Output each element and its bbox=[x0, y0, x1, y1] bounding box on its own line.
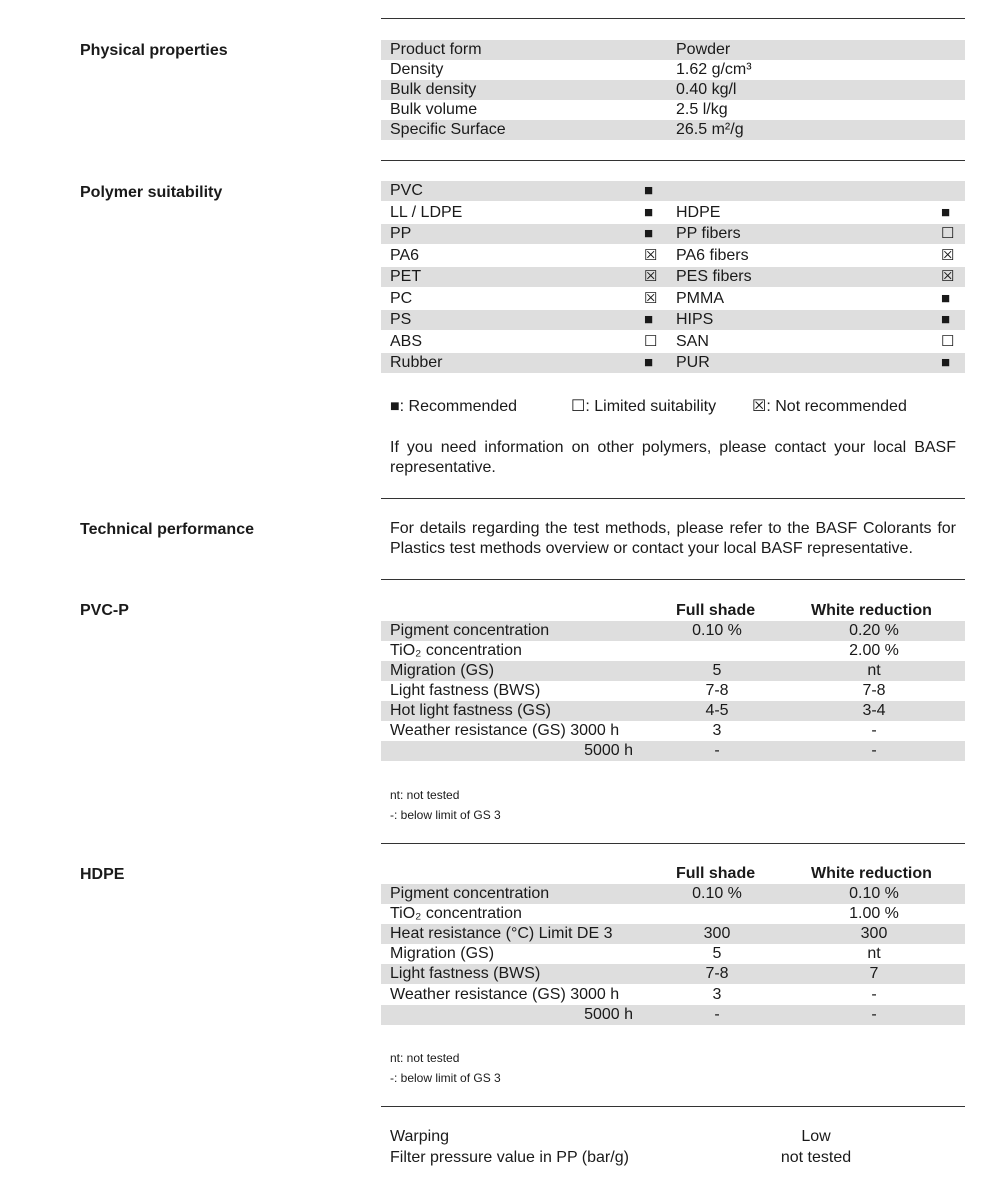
table-row bbox=[381, 741, 965, 761]
table-row bbox=[381, 944, 965, 964]
section-divider bbox=[381, 498, 965, 499]
extra-label: Warping bbox=[390, 1128, 449, 1145]
table-row bbox=[381, 641, 965, 661]
full-shade-value: - bbox=[714, 1006, 720, 1023]
polymer-name: PA6 bbox=[390, 247, 420, 264]
white-reduction-value: 3-4 bbox=[862, 702, 886, 719]
polymer-row bbox=[381, 224, 965, 244]
row-label: Weather resistance (GS) 3000 h bbox=[390, 722, 620, 739]
suitability-symbol: ☐ bbox=[644, 333, 658, 350]
polymer-name: HDPE bbox=[676, 204, 721, 221]
row-label: Hot light fastness (GS) bbox=[390, 702, 551, 719]
col-full-shade: Full shade bbox=[676, 865, 756, 882]
table-row bbox=[381, 1005, 965, 1025]
polymer-name: PA6 fibers bbox=[676, 247, 749, 264]
suitability-symbol: ☐ bbox=[941, 225, 955, 242]
suitability-symbol: ☒ bbox=[644, 247, 658, 264]
suitability-symbol: ■ bbox=[644, 225, 654, 242]
footnote-gs3: -: below limit of GS 3 bbox=[390, 808, 501, 822]
polymer-note: If you need information on other polymers, please contact your local BASF representative. bbox=[390, 439, 956, 476]
polymer-row bbox=[381, 353, 965, 373]
white-reduction-value: - bbox=[871, 722, 877, 739]
suitability-symbol: ☐ bbox=[941, 333, 955, 350]
row-label: TiO₂ concentration bbox=[390, 642, 522, 659]
row-label: 5000 h bbox=[584, 1006, 633, 1023]
pvcp-table-header bbox=[381, 601, 965, 621]
white-reduction-value: 2.00 % bbox=[849, 642, 899, 659]
table-row bbox=[381, 904, 965, 924]
row-label: Migration (GS) bbox=[390, 662, 495, 679]
suitability-symbol: ☒ bbox=[644, 268, 658, 285]
polymer-row bbox=[381, 246, 965, 266]
polymer-name: PES fibers bbox=[676, 268, 752, 285]
footnote-gs3: -: below limit of GS 3 bbox=[390, 1071, 501, 1085]
polymer-name: PVC bbox=[390, 182, 423, 199]
suitability-symbol: ■ bbox=[644, 311, 654, 328]
table-row bbox=[381, 701, 965, 721]
footnote-nt: nt: not tested bbox=[390, 788, 460, 802]
property-label: Bulk volume bbox=[390, 101, 478, 118]
suitability-symbol: ■ bbox=[644, 354, 654, 371]
property-value: 1.62 g/cm³ bbox=[676, 61, 752, 78]
white-reduction-value: nt bbox=[867, 945, 881, 962]
physical-row bbox=[381, 80, 965, 100]
row-label: Light fastness (BWS) bbox=[390, 965, 541, 982]
property-label: Specific Surface bbox=[390, 121, 506, 138]
physical-row bbox=[381, 120, 965, 140]
polymer-name: PMMA bbox=[676, 290, 724, 307]
full-shade-value: 0.10 % bbox=[692, 885, 742, 902]
row-label: Heat resistance (°C) Limit DE 3 bbox=[390, 925, 613, 942]
suitability-symbol: ■ bbox=[941, 204, 951, 221]
polymer-name: Rubber bbox=[390, 354, 443, 371]
table-row bbox=[381, 884, 965, 904]
white-reduction-value: - bbox=[871, 1006, 877, 1023]
legend-recommended: ■: Recommended bbox=[390, 398, 518, 415]
property-value: Powder bbox=[676, 41, 731, 58]
polymer-name: PC bbox=[390, 290, 413, 307]
suitability-symbol: ■ bbox=[941, 311, 951, 328]
white-reduction-value: 300 bbox=[860, 925, 888, 942]
property-value: 0.40 kg/l bbox=[676, 81, 737, 98]
suitability-symbol: ☒ bbox=[941, 268, 955, 285]
full-shade-value: 300 bbox=[703, 925, 731, 942]
footnote-nt: nt: not tested bbox=[390, 1051, 460, 1065]
polymer-name: PUR bbox=[676, 354, 710, 371]
table-row bbox=[381, 964, 965, 984]
suitability-legend bbox=[390, 397, 956, 417]
full-shade-value: 7-8 bbox=[705, 965, 729, 982]
extra-label: Filter pressure value in PP (bar/g) bbox=[390, 1149, 629, 1166]
row-label: Pigment concentration bbox=[390, 622, 550, 639]
table-row bbox=[381, 661, 965, 681]
row-label: Migration (GS) bbox=[390, 945, 495, 962]
polymer-name: SAN bbox=[676, 333, 709, 350]
white-reduction-value: - bbox=[871, 742, 877, 759]
suitability-symbol: ■ bbox=[644, 204, 654, 221]
table-row bbox=[381, 985, 965, 1005]
section-divider bbox=[381, 160, 965, 161]
polymer-name: PS bbox=[390, 311, 412, 328]
row-label: Weather resistance (GS) 3000 h bbox=[390, 986, 620, 1003]
extra-row bbox=[381, 1148, 965, 1168]
white-reduction-value: 0.20 % bbox=[849, 622, 899, 639]
table-row bbox=[381, 924, 965, 944]
polymer-row bbox=[381, 332, 965, 352]
property-label: Bulk density bbox=[390, 81, 477, 98]
hdpe-table-header bbox=[381, 864, 965, 884]
full-shade-value: - bbox=[714, 742, 720, 759]
full-shade-value: 3 bbox=[712, 722, 722, 739]
suitability-symbol: ■ bbox=[941, 290, 951, 307]
property-label: Product form bbox=[390, 41, 482, 58]
white-reduction-value: 0.10 % bbox=[849, 885, 899, 902]
full-shade-value: 3 bbox=[712, 986, 722, 1003]
section-divider bbox=[381, 1106, 965, 1107]
legend-not-recommended: ☒: Not recommended bbox=[752, 398, 907, 415]
white-reduction-value: - bbox=[871, 986, 877, 1003]
polymer-name: ABS bbox=[390, 333, 423, 350]
property-value: 26.5 m²/g bbox=[676, 121, 744, 138]
property-label: Density bbox=[390, 61, 444, 78]
polymer-row bbox=[381, 289, 965, 309]
extra-value: not tested bbox=[780, 1149, 852, 1166]
polymer-name: PP bbox=[390, 225, 412, 242]
physical-row bbox=[381, 40, 965, 60]
white-reduction-value: nt bbox=[867, 662, 881, 679]
polymer-name: PP fibers bbox=[676, 225, 741, 242]
polymer-row bbox=[381, 310, 965, 330]
technical-text: For details regarding the test methods, please refer to the BASF Colorants for Plastics test methods overview or contact your local BASF representative. bbox=[390, 520, 956, 557]
section-divider bbox=[381, 579, 965, 580]
row-label: TiO₂ concentration bbox=[390, 905, 522, 922]
white-reduction-value: 7 bbox=[869, 965, 879, 982]
polymer-name: LL / LDPE bbox=[390, 204, 463, 221]
full-shade-value: 5 bbox=[712, 662, 722, 679]
col-white-reduction: White reduction bbox=[811, 602, 932, 619]
table-row bbox=[381, 681, 965, 701]
full-shade-value: 4-5 bbox=[705, 702, 729, 719]
white-reduction-value: 1.00 % bbox=[849, 905, 899, 922]
legend-limited: ☐: Limited suitability bbox=[571, 398, 717, 415]
table-row bbox=[381, 621, 965, 641]
table-row bbox=[381, 721, 965, 741]
physical-row bbox=[381, 60, 965, 80]
suitability-symbol: ■ bbox=[644, 182, 654, 199]
polymer-name: PET bbox=[390, 268, 422, 285]
white-reduction-value: 7-8 bbox=[862, 682, 886, 699]
polymer-name: HIPS bbox=[676, 311, 714, 328]
row-label: Light fastness (BWS) bbox=[390, 682, 541, 699]
row-label: 5000 h bbox=[584, 742, 633, 759]
row-label: Pigment concentration bbox=[390, 885, 550, 902]
polymer-row bbox=[381, 181, 965, 201]
polymer-row bbox=[381, 267, 965, 287]
full-shade-value: 7-8 bbox=[705, 682, 729, 699]
suitability-symbol: ■ bbox=[941, 354, 951, 371]
physical-row bbox=[381, 100, 965, 120]
extra-value: Low bbox=[801, 1128, 831, 1145]
polymer-row bbox=[381, 203, 965, 223]
full-shade-value: 5 bbox=[712, 945, 722, 962]
suitability-symbol: ☒ bbox=[644, 290, 658, 307]
extra-row bbox=[381, 1127, 965, 1147]
full-shade-value: 0.10 % bbox=[692, 622, 742, 639]
physical-properties-heading: Physical properties bbox=[80, 42, 228, 59]
technical-performance-heading: Technical performance bbox=[80, 521, 254, 538]
hdpe-heading: HDPE bbox=[80, 866, 125, 883]
pvcp-heading: PVC-P bbox=[80, 602, 129, 619]
section-divider bbox=[381, 843, 965, 844]
polymer-suitability-heading: Polymer suitability bbox=[80, 184, 223, 201]
suitability-symbol: ☒ bbox=[941, 247, 955, 264]
col-white-reduction: White reduction bbox=[811, 865, 932, 882]
section-divider bbox=[381, 18, 965, 19]
property-value: 2.5 l/kg bbox=[676, 101, 728, 118]
col-full-shade: Full shade bbox=[676, 602, 756, 619]
